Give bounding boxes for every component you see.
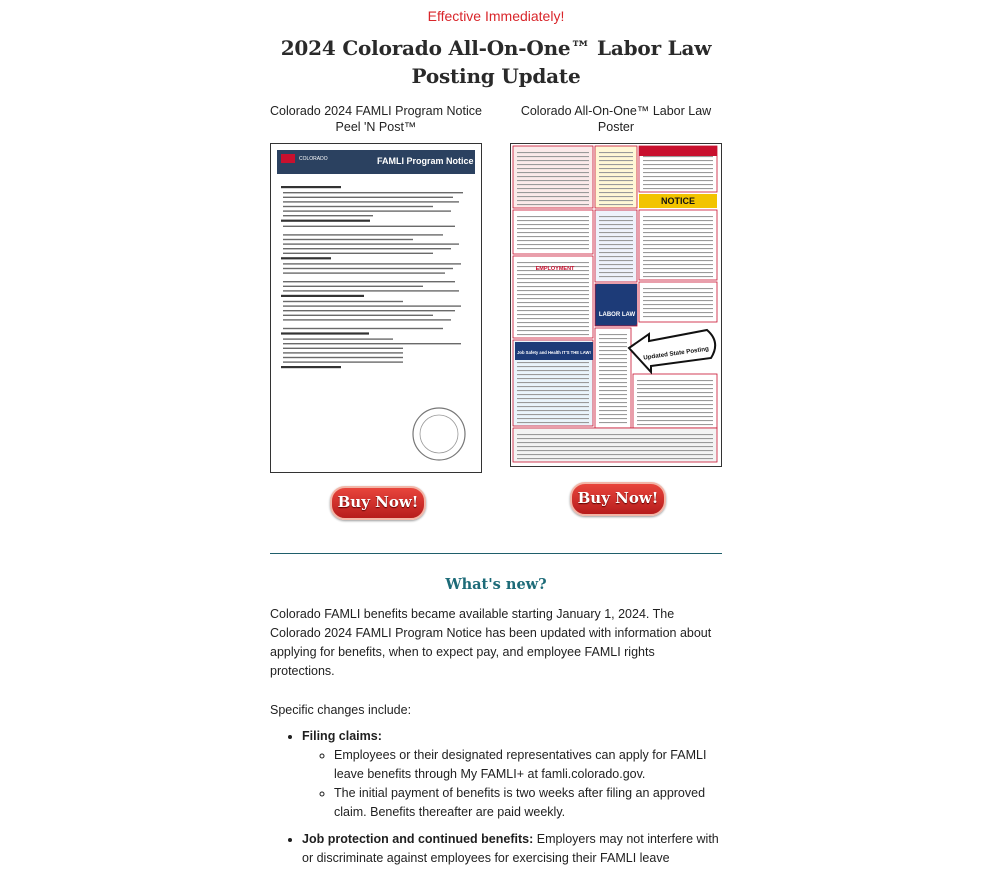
notice-body-text (281, 186, 463, 368)
poster-text-line (599, 180, 633, 181)
poster-text-line (599, 240, 633, 241)
poster-text-line (643, 264, 713, 265)
poster-text-line (599, 358, 627, 359)
change-label: Job protection and continued benefits: (302, 832, 534, 846)
text-line (281, 220, 370, 222)
whats-new-heading: What's new? (445, 576, 547, 593)
poster-text-line (517, 236, 589, 237)
changes-list (270, 727, 722, 876)
safety-panel-text: Job Safety and Health IT'S THE LAW! (517, 350, 591, 355)
poster-text-line (517, 434, 713, 435)
poster-text-line (599, 346, 627, 347)
poster-text-line (517, 204, 589, 205)
poster-text-line (517, 446, 713, 447)
change-subitem: ◦ Employees or their designated representatives can apply for FAMLI leave benefits through My FAMLI+ at famli.colorado.gov. (334, 746, 722, 784)
poster-text-line (599, 374, 627, 375)
poster-text-line (643, 288, 713, 289)
poster-text-line (599, 256, 633, 257)
divider (270, 553, 722, 554)
poster-text-line (599, 244, 633, 245)
poster-text-line (517, 286, 589, 287)
page-title: 2024 Colorado All-On-One™ Labor Law Posting Update (280, 36, 712, 88)
text-line (283, 319, 451, 320)
poster-text-line (517, 330, 589, 331)
poster-text-line (517, 196, 589, 197)
poster-text-line (517, 322, 589, 323)
poster-text-line (517, 184, 589, 185)
text-line (283, 248, 451, 249)
text-line (283, 215, 373, 216)
poster-text-line (517, 228, 589, 229)
poster-text-line (599, 334, 627, 335)
poster-text-line (643, 296, 713, 297)
poster-text-line (517, 188, 589, 189)
poster-text-line (643, 272, 713, 273)
poster-text-line (517, 382, 589, 383)
poster-text-line (643, 252, 713, 253)
poster-text-line (599, 236, 633, 237)
poster-text-line (599, 350, 627, 351)
poster-text-line (599, 422, 627, 423)
poster-text-line (599, 382, 627, 383)
poster-text-line (517, 410, 589, 411)
text-line (283, 272, 445, 273)
poster-text-line (643, 176, 713, 177)
poster-text-line (643, 228, 713, 229)
poster-text-line (517, 394, 589, 395)
poster-text-line (599, 160, 633, 161)
poster-text-line (517, 406, 589, 407)
banner-text: FAMLI Program Notice (377, 156, 474, 166)
poster-text-line (643, 188, 713, 189)
brand-text: COLORADO (299, 156, 328, 162)
poster-text-line (599, 228, 633, 229)
text-line (283, 328, 443, 329)
poster-text-line (517, 414, 589, 415)
poster-text-line (643, 172, 713, 173)
poster-text-line (517, 248, 589, 249)
poster-text-line (643, 220, 713, 221)
state-seal-inner (420, 415, 458, 453)
labor-law-text: LABOR LAW (598, 312, 636, 318)
poster-text-line (517, 298, 589, 299)
buy-now-button-famli[interactable]: Buy Now! (330, 486, 426, 520)
poster-text-line (517, 240, 589, 241)
poster-text-line (517, 310, 589, 311)
poster-text-line (643, 316, 713, 317)
poster-text-line (599, 192, 633, 193)
text-line (283, 286, 423, 287)
poster-text-line (517, 362, 589, 363)
poster-text-line (637, 424, 713, 425)
poster-text-line (637, 388, 713, 389)
poster-text-line (599, 188, 633, 189)
poster-text-line (517, 402, 589, 403)
change-text: Employers may not interfere with or discriminate against employees for exercising their FAMLI leave (302, 832, 719, 865)
text-line (281, 332, 369, 334)
poster-text-line (637, 380, 713, 381)
poster-text-line (517, 454, 713, 455)
poster-text-line (517, 172, 589, 173)
poster-text-line (517, 278, 589, 279)
poster-text-line (643, 300, 713, 301)
poster-text-line (517, 302, 589, 303)
poster-text-line (517, 156, 589, 157)
text-line (283, 352, 403, 353)
poster-text-line (643, 256, 713, 257)
poster-text-line (599, 414, 627, 415)
poster-text-line (637, 396, 713, 397)
poster-text-line (599, 172, 633, 173)
poster-text-line (517, 314, 589, 315)
poster-text-line (599, 390, 627, 391)
text-line (283, 234, 443, 235)
poster-text-line (599, 410, 627, 411)
poster-text-line (643, 160, 713, 161)
poster-text-line (517, 180, 589, 181)
poster-text-line (643, 180, 713, 181)
effective-notice: Effective Immediately! (427, 8, 565, 24)
poster-text-line (643, 276, 713, 277)
poster-text-line (599, 164, 633, 165)
poster-text-line (517, 306, 589, 307)
poster-text-line (599, 342, 627, 343)
poster-text-line (643, 244, 713, 245)
change-subitems (302, 746, 722, 822)
poster-text-line (643, 232, 713, 233)
poster-text-line (517, 418, 589, 419)
poster-text-line (517, 318, 589, 319)
poster-text-line (599, 216, 633, 217)
poster-text-line (599, 386, 627, 387)
poster-text-line (599, 200, 633, 201)
poster-text-line (517, 220, 589, 221)
poster-text-line (517, 168, 589, 169)
poster-text-line (599, 398, 627, 399)
notice-panel-text: NOTICE (660, 196, 696, 206)
poster-text-line (643, 304, 713, 305)
poster-text-line (517, 438, 713, 439)
poster-text-line (643, 248, 713, 249)
poster-text-line (517, 386, 589, 387)
text-line (283, 226, 455, 227)
poster-text-line (643, 216, 713, 217)
poster-text-line (637, 392, 713, 393)
poster-text-line (517, 192, 589, 193)
poster-text-line (637, 400, 713, 401)
famli-notice-image[interactable] (270, 143, 482, 473)
poster-text-line (643, 164, 713, 165)
poster-text-line (517, 458, 713, 459)
text-line (283, 348, 403, 349)
poster-text-line (517, 216, 589, 217)
employment-text: EMPLOYMENT (535, 266, 575, 272)
poster-text-line (599, 152, 633, 153)
poster-text-line (599, 362, 627, 363)
text-line (283, 310, 455, 311)
callout-text: Updated State Posting (642, 345, 710, 362)
changes-intro: Specific changes include: (270, 703, 412, 717)
poster-text-line (599, 232, 633, 233)
change-item-filing (302, 727, 722, 822)
poster-text-line (643, 236, 713, 237)
poster-text-line (599, 394, 627, 395)
poster-text-line (517, 152, 589, 153)
poster-text-line (637, 384, 713, 385)
poster-text-line (599, 338, 627, 339)
change-subitem: ◦ The initial payment of benefits is two weeks after filing an approved claim. Benefits thereafter are paid weekly. (334, 784, 722, 822)
poster-text-line (599, 248, 633, 249)
poster-text-line (643, 268, 713, 269)
poster-text-line (517, 294, 589, 295)
poster-text-line (517, 370, 589, 371)
poster-text-line (599, 370, 627, 371)
poster-panel (513, 428, 717, 462)
poster-text-line (517, 290, 589, 291)
poster-graphic (511, 144, 721, 466)
change-item-job-protection (302, 830, 722, 868)
text-line (281, 186, 341, 188)
poster-text-line (517, 398, 589, 399)
poster-text-line (599, 354, 627, 355)
text-line (283, 268, 453, 269)
text-line (283, 239, 413, 240)
poster-text-line (599, 252, 633, 253)
poster-text-line (599, 168, 633, 169)
poster-text-line (643, 292, 713, 293)
poster-text-line (637, 404, 713, 405)
poster-text-line (517, 378, 589, 379)
poster-text-line (599, 196, 633, 197)
text-line (283, 305, 461, 306)
poster-text-line (517, 262, 589, 263)
buy-now-button-poster[interactable]: Buy Now! (570, 482, 666, 516)
poster-text-line (517, 224, 589, 225)
text-line (281, 366, 341, 368)
poster-text-line (599, 220, 633, 221)
poster-text-line (599, 176, 633, 177)
poster-text-line (643, 168, 713, 169)
poster-text-line (517, 422, 589, 423)
text-line (283, 301, 403, 302)
poster-text-line (599, 224, 633, 225)
text-line (281, 257, 331, 259)
poster-text-line (643, 156, 713, 157)
famli-notice-graphic (271, 144, 481, 472)
poster-text-line (517, 176, 589, 177)
poster-text-line (517, 274, 589, 275)
text-line (283, 361, 403, 362)
product-all-on-one (510, 103, 722, 137)
poster-text-line (599, 184, 633, 185)
poster-text-line (637, 408, 713, 409)
text-line (283, 253, 433, 254)
poster-text-line (643, 312, 713, 313)
poster-text-line (637, 420, 713, 421)
poster-text-line (637, 412, 713, 413)
text-line (283, 192, 463, 193)
poster-text-line (643, 184, 713, 185)
poster-text-line (517, 282, 589, 283)
poster-text-line (517, 160, 589, 161)
poster-text-line (517, 232, 589, 233)
product-caption: Colorado All-On-One™ Labor Law Poster (520, 104, 712, 134)
poster-text-line (643, 224, 713, 225)
text-line (283, 343, 461, 344)
poster-text-line (599, 260, 633, 261)
poster-text-line (517, 374, 589, 375)
poster-text-line (517, 450, 713, 451)
poster-text-line (517, 244, 589, 245)
poster-text-line (517, 390, 589, 391)
poster-text-line (517, 200, 589, 201)
poster-text-line (517, 366, 589, 367)
text-line (283, 357, 403, 358)
poster-text-line (599, 276, 633, 277)
text-line (283, 263, 461, 264)
text-line (283, 338, 393, 339)
text-line (283, 210, 451, 211)
text-line (283, 315, 433, 316)
poster-text-line (517, 164, 589, 165)
poster-text-line (599, 268, 633, 269)
poster-text-line (599, 406, 627, 407)
text-line (283, 290, 459, 291)
poster-text-line (517, 326, 589, 327)
poster-text-line (643, 260, 713, 261)
change-label: Filing claims: (302, 729, 382, 743)
poster-text-line (599, 366, 627, 367)
product-famli (270, 103, 482, 137)
poster-text-line (599, 204, 633, 205)
all-on-one-poster-image[interactable] (510, 143, 722, 467)
poster-text-line (599, 156, 633, 157)
text-line (283, 206, 433, 207)
poster-text-line (643, 240, 713, 241)
poster-header-bar (639, 146, 717, 156)
poster-text-line (643, 308, 713, 309)
intro-paragraph: Colorado FAMLI benefits became available starting January 1, 2024. The Colorado 2024 FAMLI Program Notice has been updated with information about applying for benefits, when to expect pay, and employee FAMLI rights protections. (270, 607, 712, 678)
poster-text-line (599, 402, 627, 403)
poster-text-line (599, 418, 627, 419)
poster-text-line (517, 442, 713, 443)
poster-text-line (599, 378, 627, 379)
text-line (283, 281, 455, 282)
text-line (281, 295, 364, 297)
text-line (283, 201, 459, 202)
poster-text-line (599, 264, 633, 265)
poster-text-line (517, 334, 589, 335)
text-line (283, 197, 453, 198)
text-line (283, 243, 459, 244)
product-caption: Colorado 2024 FAMLI Program Notice Peel 'N Post™ (270, 104, 482, 134)
state-seal (413, 408, 465, 460)
poster-text-line (599, 272, 633, 273)
poster-text-line (637, 416, 713, 417)
